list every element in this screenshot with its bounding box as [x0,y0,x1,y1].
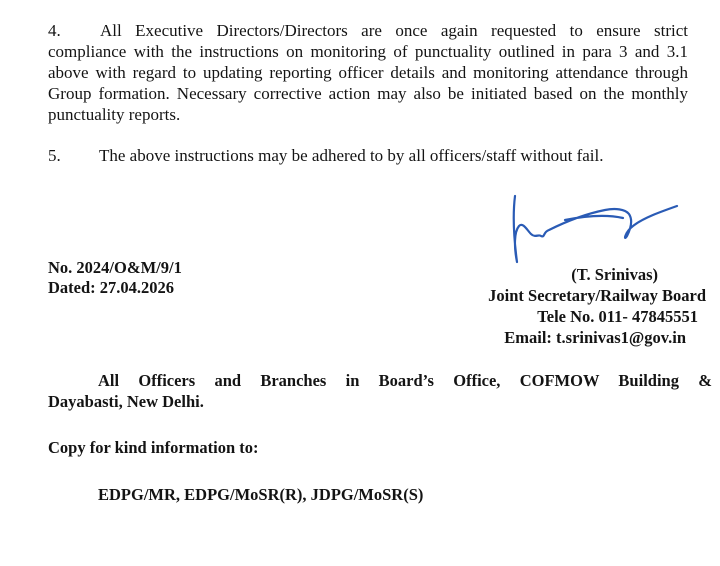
copy-recipients: EDPG/MR, EDPG/MoSR(R), JDPG/MoSR(S) [98,485,424,504]
signatory-block [488,264,706,348]
paragraph-text: The above instructions may be adhered to by all officers/staff without fail. [99,146,604,165]
signatory-telephone: Tele No. 011- 47845551 [537,307,698,326]
addressee-line-1: All Officers and Branches in Board’s Office, COFMOW Building & [98,371,712,390]
signatory-name: (T. Srinivas) [571,265,658,284]
copy-heading: Copy for kind information to: [48,438,259,457]
paragraph-5 [48,145,688,166]
paragraph-text: All Executive Directors/Directors are once again requested to ensure strict compliance with the instructions on monitoring of punctuality outlined in para 3 and 3.1 above with regard to updating reporting officer details and monitoring attendance through Group formation. Necessary corrective action may also be initiated based on the monthly punctuality reports. [48,21,688,124]
paragraph-number: 4. [48,21,61,40]
reference-block [48,258,182,298]
reference-date: Dated: 27.04.2026 [48,278,175,297]
signatory-email: Email: t.srinivas1@gov.in [504,328,686,347]
signatory-designation: Joint Secretary/Railway Board [488,286,706,305]
addressee-line-2: Dayabasti, New Delhi. [48,392,204,411]
paragraph-number: 5. [48,146,61,165]
paragraph-4 [48,20,688,125]
handwritten-signature [505,192,685,272]
addressee-block [48,370,712,412]
reference-number: No. 2024/O&M/9/1 [48,258,182,277]
